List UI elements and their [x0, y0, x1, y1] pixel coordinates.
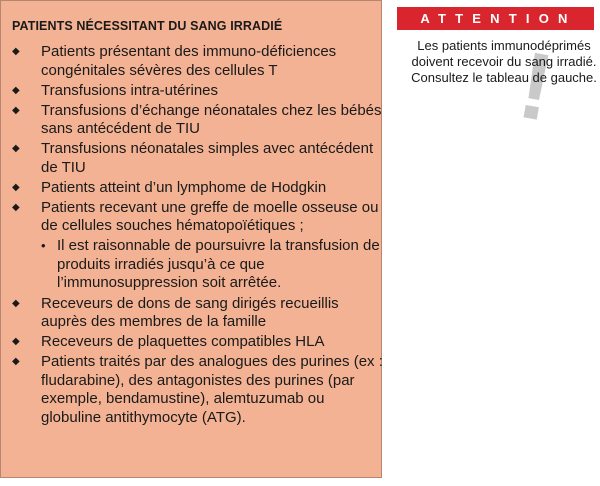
list-item	[1, 295, 383, 332]
list-item-text: Patients présentant des immuno-déficiences congénitales sévères des cellules T	[41, 43, 337, 79]
list-item-text: Receveurs de dons de sang dirigés recueillis auprès des membres de la famille	[41, 294, 339, 330]
list-item	[1, 102, 383, 139]
panel-title: PATIENTS NÉCESSITANT DU SANG IRRADIÉ	[12, 19, 283, 33]
list-subitem-text: Il est raisonnable de poursuivre la transfusion de produits irradiés jusqu’à ce que l’immunosuppression soit arrêtée.	[57, 237, 380, 291]
exclamation-icon: !	[511, 32, 561, 142]
list-item	[1, 353, 383, 427]
list-item-text: Transfusions d’échange néonatales chez les bébés sans antécédent de TIU	[41, 101, 382, 137]
patient-list	[1, 43, 383, 429]
diamond-bullet-icon: ◆	[12, 297, 20, 309]
diamond-bullet-icon: ◆	[12, 46, 20, 57]
diamond-bullet-icon: ◆	[12, 104, 20, 116]
diamond-bullet-icon: ◆	[12, 143, 20, 154]
diamond-bullet-icon: ◆	[12, 201, 20, 213]
diamond-bullet-icon: ◆	[12, 181, 20, 193]
list-item	[1, 199, 383, 236]
diamond-bullet-icon: ◆	[12, 356, 20, 367]
list-item-text: Patients atteint d’un lymphome de Hodgkin	[41, 178, 327, 196]
list-item-text: Receveurs de plaquettes compatibles HLA	[41, 333, 325, 350]
dot-bullet-icon: •	[41, 238, 46, 253]
list-item	[1, 82, 383, 101]
list-item-text: Transfusions intra-utérines	[41, 81, 219, 99]
list-subitem	[1, 237, 383, 293]
list-item-text: Patients recevant une greffe de moelle osseuse ou de cellules souches hématopoïétiques ;	[41, 198, 379, 234]
list-item	[1, 43, 383, 80]
diamond-bullet-icon: ◆	[12, 84, 20, 96]
list-item	[1, 140, 383, 177]
diamond-bullet-icon: ◆	[12, 336, 20, 347]
attention-text: Les patients immunodéprimés doivent recevoir du sang irradié. Consultez le tableau de gauche.	[411, 38, 597, 85]
list-item	[1, 179, 383, 198]
list-item	[1, 333, 383, 352]
list-item-text: Transfusions néonatales simples avec antécédent de TIU	[41, 140, 374, 176]
list-item-text: Patients traités par des analogues des purines (ex : fludarabine), des antagonistes des purines (par exemple, bendamustine), alemtuzumab ou globuline antithymocyte (ATG).	[41, 353, 383, 426]
attention-header: ATTENTION	[397, 7, 594, 30]
